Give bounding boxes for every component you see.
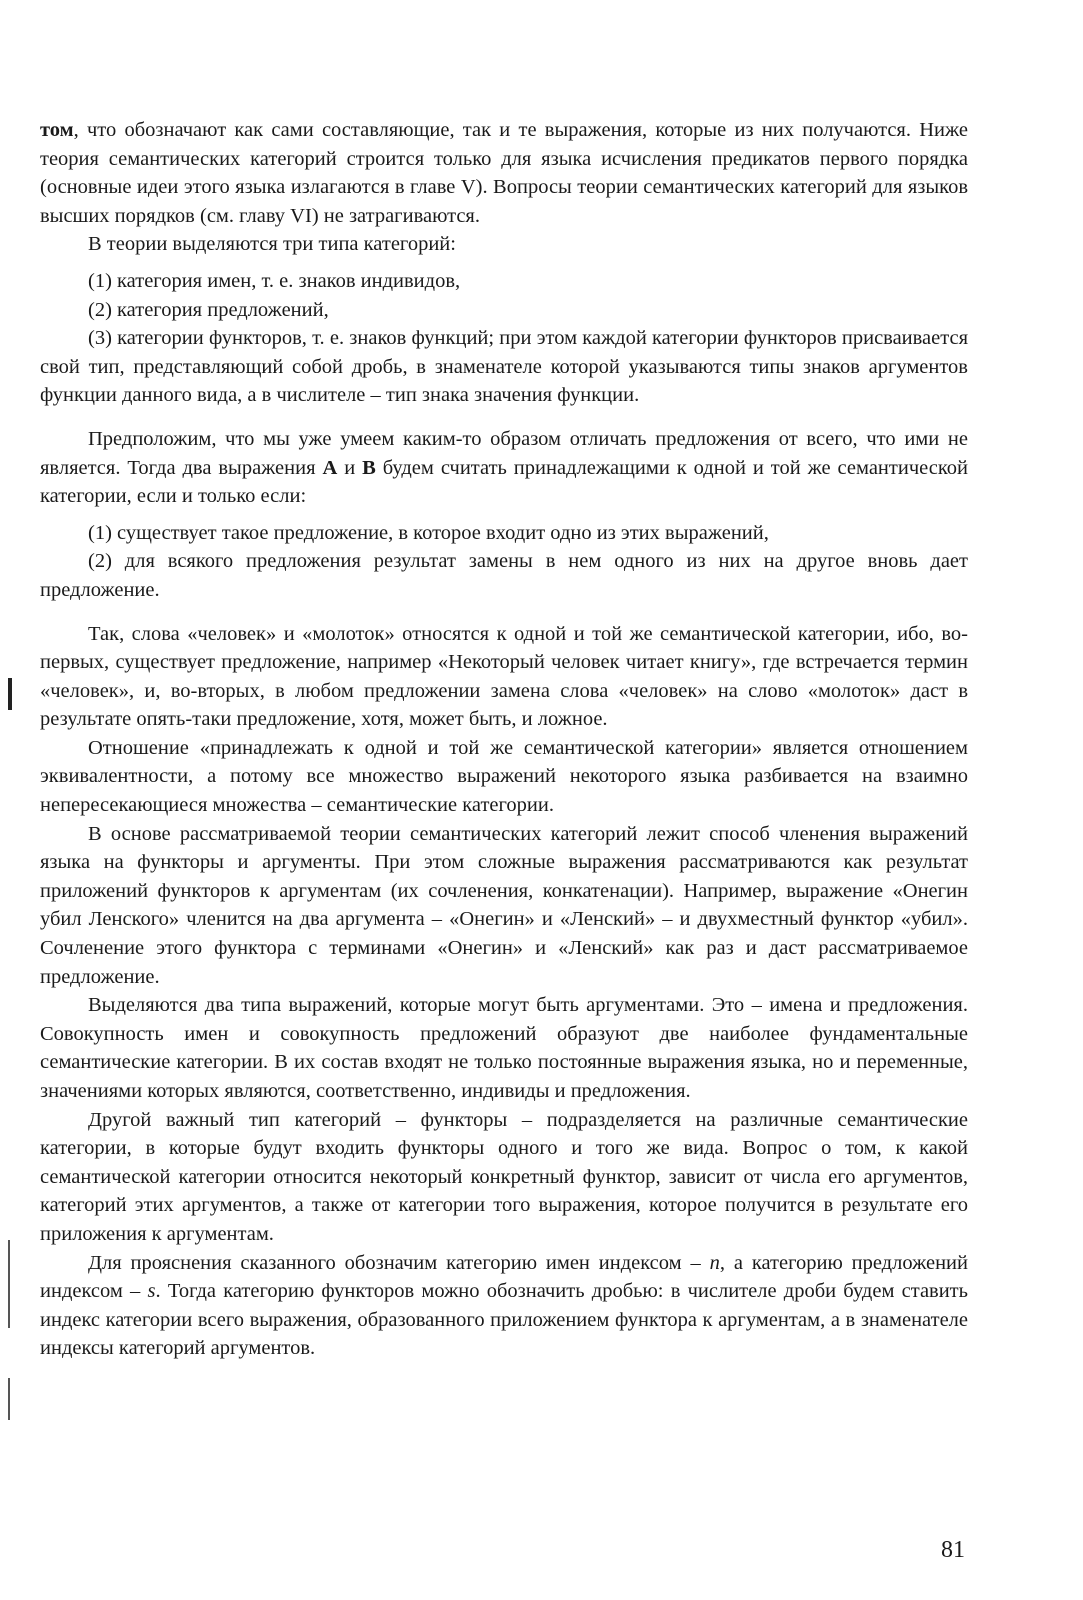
paragraph-text: Предположим, что мы уже умеем каким-то образом отличать предложения от всего, что ими не является. Тогда два выражения (40, 427, 968, 479)
bold-a: А (322, 456, 338, 479)
paragraph-4: Так, слова «человек» и «молоток» относятся к одной и той же семантической категории, ибо, во-первых, существует предложение, например «Некоторый человек читает книгу», где встречается термин «человек», и, во-вторых, в любом предложении замена слова «человек» на слово «молоток» даст в результате опять-таки предложение, хотя, может быть, и ложное. (40, 622, 968, 731)
paragraph-5: Отношение «принадлежать к одной и той же семантической категории» является отношением эквивалентности, а потому все множество выражений некоторого языка разбивается на взаимно непересекающиеся множества – семантические категории. (40, 736, 968, 817)
paragraph-2: В теории выделяются три типа категорий: (88, 233, 456, 256)
page-number: 81 (941, 1537, 965, 1563)
list-item-2: (2) категория предложений, (88, 298, 329, 321)
scan-margin-mark (8, 678, 12, 710)
condition-1: (1) существует такое предложение, в которое входит одно из этих выражений, (88, 521, 769, 544)
paragraph-3 (40, 425, 968, 511)
list-item-1: (1) категория имен, т. е. знаков индивидов, (88, 269, 461, 292)
scan-margin-mark (8, 1240, 10, 1328)
condition-2: (2) для всякого предложения результат замены в нем одного из них на другое вновь дает предложение. (40, 550, 968, 601)
paragraph-text: . Тогда категорию функторов можно обозначить дробью: в числителе дроби будем ставить индекс категории всего выражения, образованного приложением функтора к аргументам, а в знаменателе индексы категорий аргументов. (40, 1280, 968, 1360)
italic-s: s (147, 1280, 156, 1303)
paragraph-1 (40, 116, 968, 230)
paragraph-9 (40, 1249, 968, 1363)
paragraph-7: Выделяются два типа выражений, которые могут быть аргументами. Это – имена и предложения. Совокупность имен и совокупность предложений образуют две наиболее фундаментальные семантические категории. В их состав входят не только постоянные выражения языка, но и переменные, значениями которых являются, соответственно, индивиды и предложения. (40, 994, 968, 1102)
paragraph-text: будем считать принадлежащими к одной и той же семантической категории, если и только если: (40, 456, 968, 508)
bold-b: В (362, 456, 376, 479)
paragraph-text: и (337, 456, 363, 479)
paragraph-text: Для прояснения сказанного обозначим категорию имен индексом – (88, 1251, 710, 1274)
list-item-3: (3) категории функторов, т. е. знаков функций; при этом каждой категории функторов присваивается свой тип, представляющий собой дробь, в знаменателе которой указываются типы знаков аргументов функции данного вида, а в числителе – тип знака значения функции. (40, 327, 968, 407)
page-body (40, 116, 968, 1363)
scan-margin-mark (8, 1378, 10, 1420)
paragraph-text: , а категорию предложений индексом – (40, 1251, 968, 1303)
paragraph-text: , что обозначают как сами составляющие, так и те выражения, которые из них получаются. Ниже теория семантических категорий строится только для языка исчисления предикатов первого порядка (основные идеи этого языка излагаются в главе V). Вопросы теории семантических категорий для языков высших порядков (см. главу VI) не затрагиваются. (40, 119, 968, 227)
bold-lead-word: том (40, 119, 74, 141)
paragraph-8: Другой важный тип категорий – функторы – подразделяется на различные семантические категории, в которые будут входить функторы одного и того же вида. Вопрос о том, к какой семантической категории относится некоторый конкретный функтор, зависит от числа его аргументов, категорий этих аргументов, а также от категории того выражения, которое получится в результате его приложения к аргументам. (40, 1108, 968, 1245)
italic-n: n (709, 1251, 720, 1274)
paragraph-6: В основе рассматриваемой теории семантических категорий лежит способ членения выражений языка на функторы и аргументы. При этом сложные выражения рассматриваются как результат приложений функторов к аргументам (их сочленения, конкатенации). Например, выражение «Онегин убил Ленского» членится на два аргумента – «Онегин» и «Ленский» – и двухместный функтор «убил». Сочленение этого функтора с терминами «Онегин» и «Ленский» как раз и даст рассматриваемое предложение. (40, 822, 968, 988)
